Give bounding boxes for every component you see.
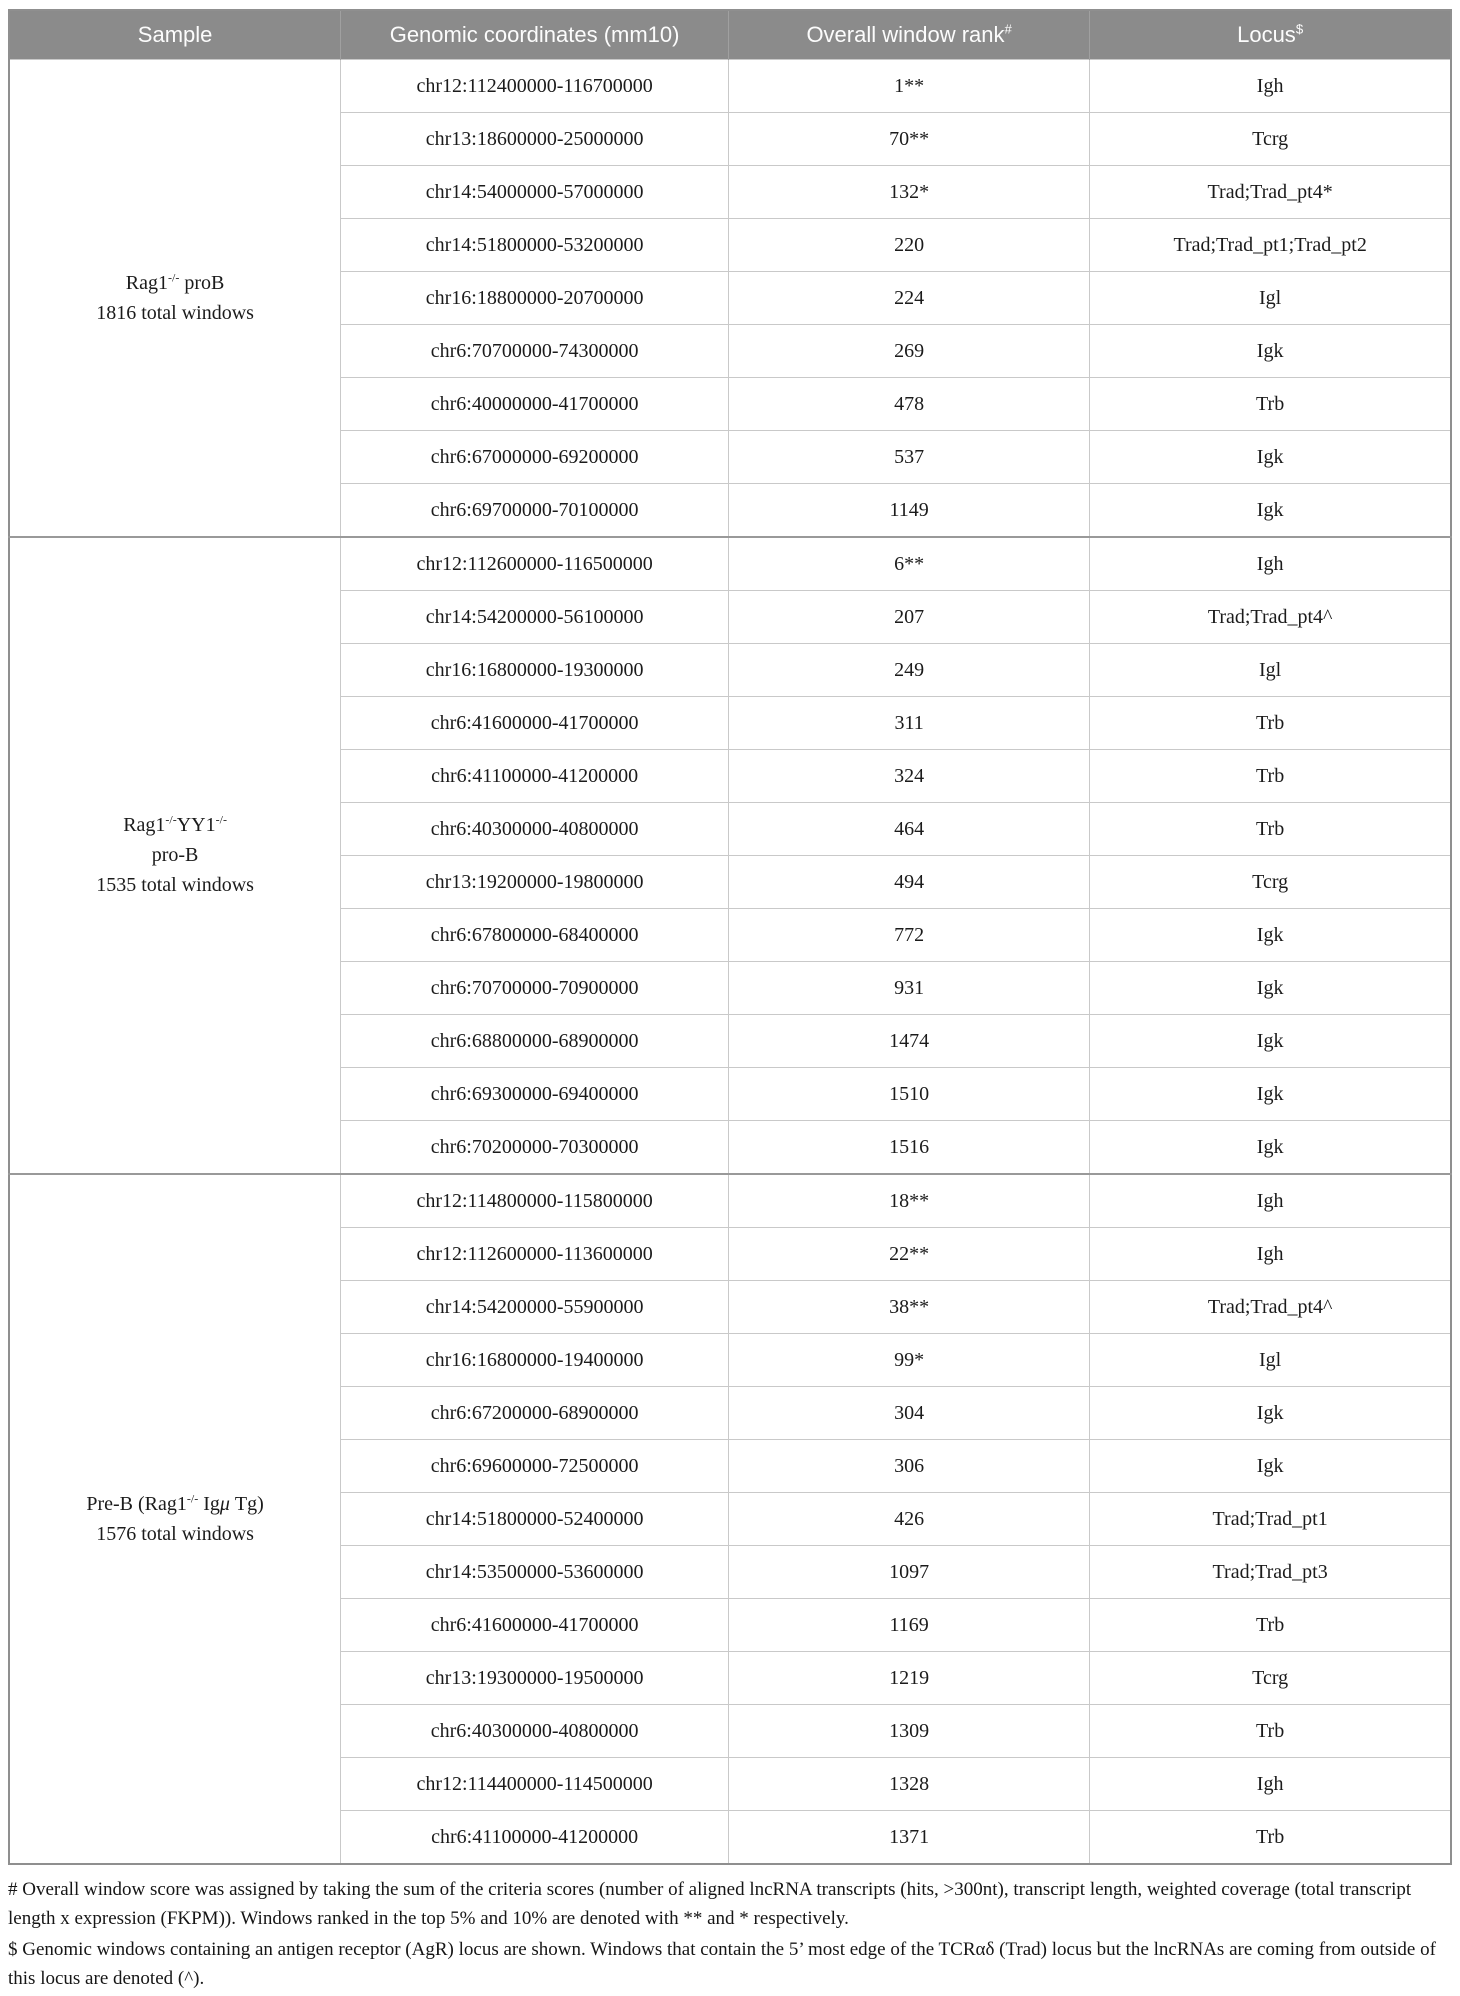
- coordinates-cell: chr6:69700000-70100000: [341, 484, 729, 538]
- locus-cell: Igk: [1090, 325, 1451, 378]
- coordinates-cell: chr14:54200000-56100000: [341, 591, 729, 644]
- rank-cell: 18**: [729, 1174, 1090, 1228]
- coordinates-cell: chr14:54200000-55900000: [341, 1281, 729, 1334]
- sample-cell: [9, 537, 341, 1174]
- coordinates-cell: chr16:16800000-19400000: [341, 1334, 729, 1387]
- coordinates-cell: chr12:112600000-116500000: [341, 537, 729, 591]
- table-row: [9, 60, 1451, 113]
- rank-cell: 132*: [729, 166, 1090, 219]
- locus-cell: Igk: [1090, 1121, 1451, 1175]
- locus-cell: Igk: [1090, 1440, 1451, 1493]
- locus-cell: Igl: [1090, 1334, 1451, 1387]
- header-row: [9, 10, 1451, 60]
- coordinates-cell: chr14:53500000-53600000: [341, 1546, 729, 1599]
- locus-cell: Igh: [1090, 60, 1451, 113]
- header-sup: #: [1004, 21, 1012, 37]
- table-row: [9, 1174, 1451, 1228]
- locus-cell: Igk: [1090, 909, 1451, 962]
- table-body: [9, 60, 1451, 1865]
- sample-label-line: Pre-B (Rag1-/- Igμ Tg): [86, 1490, 264, 1515]
- rank-cell: 1510: [729, 1068, 1090, 1121]
- coordinates-cell: chr13:19300000-19500000: [341, 1652, 729, 1705]
- rank-cell: 306: [729, 1440, 1090, 1493]
- locus-cell: Igl: [1090, 644, 1451, 697]
- coordinates-cell: chr16:18800000-20700000: [341, 272, 729, 325]
- locus-cell: Tcrg: [1090, 1652, 1451, 1705]
- rank-cell: 6**: [729, 537, 1090, 591]
- rank-cell: 537: [729, 431, 1090, 484]
- locus-cell: Trad;Trad_pt1: [1090, 1493, 1451, 1546]
- coordinates-cell: chr12:114800000-115800000: [341, 1174, 729, 1228]
- sample-label-line: pro-B: [151, 844, 199, 866]
- rank-cell: 99*: [729, 1334, 1090, 1387]
- locus-cell: Trb: [1090, 1599, 1451, 1652]
- locus-cell: Trad;Trad_pt4^: [1090, 1281, 1451, 1334]
- footnote-locus: $ Genomic windows containing an antigen receptor (AgR) locus are shown. Windows that contain the 5’ most edge of the TCRαδ (Trad) locus but the lncRNAs are coming from outside of this locus are denoted (^).: [8, 1938, 1436, 1989]
- coordinates-cell: chr6:67200000-68900000: [341, 1387, 729, 1440]
- coordinates-cell: chr6:69300000-69400000: [341, 1068, 729, 1121]
- rank-cell: 1309: [729, 1705, 1090, 1758]
- coordinates-cell: chr12:112600000-113600000: [341, 1228, 729, 1281]
- coordinates-cell: chr6:41100000-41200000: [341, 1811, 729, 1865]
- rank-cell: 494: [729, 856, 1090, 909]
- rank-cell: 772: [729, 909, 1090, 962]
- sample-label-line: 1535 total windows: [96, 874, 254, 896]
- locus-cell: Igk: [1090, 1387, 1451, 1440]
- sample-cell: [9, 60, 341, 538]
- locus-cell: Trb: [1090, 378, 1451, 431]
- locus-cell: Tcrg: [1090, 113, 1451, 166]
- rank-cell: 1371: [729, 1811, 1090, 1865]
- rank-cell: 22**: [729, 1228, 1090, 1281]
- column-header-coordinates: [341, 10, 729, 60]
- column-header-sample: [9, 10, 341, 60]
- rank-cell: 324: [729, 750, 1090, 803]
- rank-cell: 207: [729, 591, 1090, 644]
- locus-cell: Igh: [1090, 537, 1451, 591]
- coordinates-cell: chr6:70700000-74300000: [341, 325, 729, 378]
- sample-label-line: Rag1-/-YY1-/-: [123, 812, 227, 836]
- header-label: Overall window rank: [806, 22, 1005, 47]
- rank-cell: 1219: [729, 1652, 1090, 1705]
- rank-cell: 70**: [729, 113, 1090, 166]
- rank-cell: 311: [729, 697, 1090, 750]
- locus-cell: Trb: [1090, 1705, 1451, 1758]
- sample-cell: [9, 1174, 341, 1864]
- sample-label-line: 1816 total windows: [96, 301, 254, 324]
- rank-cell: 38**: [729, 1281, 1090, 1334]
- rank-cell: 478: [729, 378, 1090, 431]
- lncrna-window-table: [8, 9, 1452, 1865]
- rank-cell: 269: [729, 325, 1090, 378]
- locus-cell: Igk: [1090, 1015, 1451, 1068]
- coordinates-cell: chr6:40000000-41700000: [341, 378, 729, 431]
- sample-label-line: Rag1-/- proB: [125, 269, 225, 294]
- coordinates-cell: chr6:67000000-69200000: [341, 431, 729, 484]
- column-header-locus: [1090, 10, 1451, 60]
- locus-cell: Igk: [1090, 484, 1451, 538]
- coordinates-cell: chr13:18600000-25000000: [341, 113, 729, 166]
- coordinates-cell: chr6:41600000-41700000: [341, 1599, 729, 1652]
- rank-cell: 464: [729, 803, 1090, 856]
- column-header-rank: [729, 10, 1090, 60]
- header-label: Genomic coordinates (mm10): [389, 22, 680, 47]
- header-label: Locus: [1237, 22, 1296, 47]
- locus-cell: Trb: [1090, 803, 1451, 856]
- locus-cell: Trb: [1090, 750, 1451, 803]
- coordinates-cell: chr16:16800000-19300000: [341, 644, 729, 697]
- coordinates-cell: chr14:51800000-52400000: [341, 1493, 729, 1546]
- header-sup: $: [1295, 21, 1304, 37]
- coordinates-cell: chr13:19200000-19800000: [341, 856, 729, 909]
- locus-cell: Igk: [1090, 431, 1451, 484]
- coordinates-cell: chr6:41600000-41700000: [341, 697, 729, 750]
- locus-cell: Igk: [1090, 1068, 1451, 1121]
- coordinates-cell: chr6:67800000-68400000: [341, 909, 729, 962]
- coordinates-cell: chr12:114400000-114500000: [341, 1758, 729, 1811]
- locus-cell: Igk: [1090, 962, 1451, 1015]
- coordinates-cell: chr12:112400000-116700000: [341, 60, 729, 113]
- rank-cell: 1516: [729, 1121, 1090, 1175]
- sample-label-line: 1576 total windows: [96, 1522, 254, 1545]
- rank-cell: 426: [729, 1493, 1090, 1546]
- coordinates-cell: chr6:70200000-70300000: [341, 1121, 729, 1175]
- coordinates-cell: chr14:51800000-53200000: [341, 219, 729, 272]
- coordinates-cell: chr6:70700000-70900000: [341, 962, 729, 1015]
- locus-cell: Igl: [1090, 272, 1451, 325]
- rank-cell: 1149: [729, 484, 1090, 538]
- rank-cell: 1**: [729, 60, 1090, 113]
- locus-cell: Trad;Trad_pt3: [1090, 1546, 1451, 1599]
- rank-cell: 220: [729, 219, 1090, 272]
- locus-cell: Igh: [1090, 1228, 1451, 1281]
- coordinates-cell: chr6:40300000-40800000: [341, 1705, 729, 1758]
- footnotes: [8, 1876, 1460, 1994]
- coordinates-cell: chr6:41100000-41200000: [341, 750, 729, 803]
- locus-cell: Trad;Trad_pt1;Trad_pt2: [1090, 219, 1451, 272]
- locus-cell: Trad;Trad_pt4*: [1090, 166, 1451, 219]
- coordinates-cell: chr6:40300000-40800000: [341, 803, 729, 856]
- rank-cell: 931: [729, 962, 1090, 1015]
- locus-cell: Igh: [1090, 1758, 1451, 1811]
- coordinates-cell: chr14:54000000-57000000: [341, 166, 729, 219]
- table-row: [9, 537, 1451, 591]
- rank-cell: 1328: [729, 1758, 1090, 1811]
- rank-cell: 1097: [729, 1546, 1090, 1599]
- rank-cell: 224: [729, 272, 1090, 325]
- coordinates-cell: chr6:69600000-72500000: [341, 1440, 729, 1493]
- rank-cell: 1474: [729, 1015, 1090, 1068]
- locus-cell: Trb: [1090, 697, 1451, 750]
- coordinates-cell: chr6:68800000-68900000: [341, 1015, 729, 1068]
- footnote-rank: # Overall window score was assigned by taking the sum of the criteria scores (number of aligned lncRNA transcripts (hits, >300nt), transcript length, weighted coverage (total transcript length x expression (FKPM)). Windows ranked in the top 5% and 10% are denoted with ** and * respectively.: [8, 1879, 1412, 1929]
- locus-cell: Igh: [1090, 1174, 1451, 1228]
- rank-cell: 1169: [729, 1599, 1090, 1652]
- locus-cell: Tcrg: [1090, 856, 1451, 909]
- locus-cell: Trad;Trad_pt4^: [1090, 591, 1451, 644]
- locus-cell: Trb: [1090, 1811, 1451, 1865]
- rank-cell: 304: [729, 1387, 1090, 1440]
- header-label: Sample: [137, 22, 213, 47]
- rank-cell: 249: [729, 644, 1090, 697]
